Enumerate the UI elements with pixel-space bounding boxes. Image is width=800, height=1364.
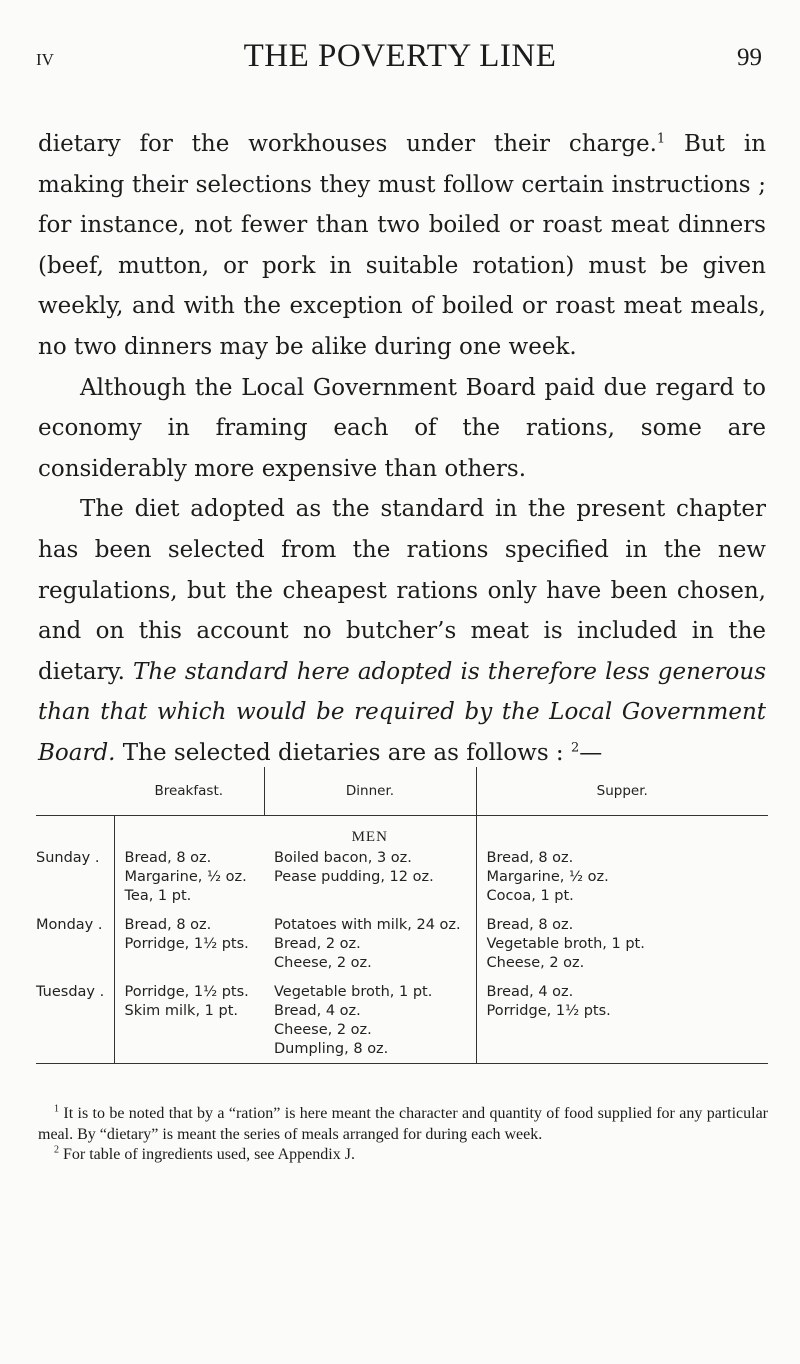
supper-cell: Bread, 8 oz. Vegetable broth, 1 pt. Cheese, 2 oz. — [476, 916, 768, 983]
footnote-ref-1: 1 — [656, 131, 666, 147]
italic-statement: The standard here adopted is therefore less generous than that which would be required by the Local Government Board. — [38, 658, 767, 766]
paragraph-1-text-cont: But in making their selections they must follow certain instructions ; for instance, not fewer than two boiled or roast meat dinners (beef, mutton, or pork in suitable rotation) must be given weekly, and with the exception of boiled or roast meat meals, no two dinners may be alike during one week. — [38, 131, 767, 360]
column-header-dinner: Dinner. — [264, 767, 476, 816]
day-cell: Monday . — [36, 917, 103, 933]
footnote-ref-2: 2 — [571, 740, 580, 756]
paragraph-2-text: Although the Local Government Board paid due regard to economy in framing each of the rations, some are considerably more expensive than others. — [38, 374, 766, 482]
breakfast-cell: Porridge, 1½ pts. Skim milk, 1 pt. — [114, 983, 264, 1064]
breakfast-cell: Bread, 8 oz. Margarine, ½ oz. Tea, 1 pt. — [114, 849, 264, 916]
group-label-men: MEN — [351, 829, 388, 845]
breakfast-cell: Bread, 8 oz. Porridge, 1½ pts. — [114, 916, 264, 983]
day-column-header — [36, 767, 114, 816]
footnote-2-text: For table of ingredients used, see Appendix J. — [59, 1146, 355, 1163]
dinner-cell: Potatoes with milk, 24 oz. Bread, 2 oz. Cheese, 2 oz. — [274, 917, 461, 971]
footnote-mark-2: 2 — [54, 1144, 59, 1156]
table-row — [36, 983, 768, 1064]
paragraph-3-tail: The selected dietaries are as follows : — [115, 739, 564, 766]
running-title: THE POVERTY LINE — [243, 38, 557, 74]
day-cell: Tuesday . — [36, 983, 114, 1064]
day-cell: Sunday . — [36, 850, 100, 866]
body-text — [38, 124, 766, 774]
em-dash: — — [579, 739, 603, 766]
column-header-breakfast: Breakfast. — [114, 767, 264, 816]
paragraph-1 — [38, 124, 766, 368]
page-number: 99 — [737, 44, 762, 71]
chapter-number: IV — [36, 50, 54, 69]
paragraph-3 — [38, 489, 766, 773]
running-header — [0, 38, 800, 82]
paragraph-1-text: dietary for the workhouses under their charge. — [38, 131, 657, 157]
dinner-cell: Boiled bacon, 3 oz. Pease pudding, 12 oz. — [274, 850, 434, 885]
supper-cell: Bread, 4 oz. Porridge, 1½ pts. — [476, 983, 768, 1064]
table-row — [36, 916, 768, 983]
table-row — [36, 849, 768, 916]
footnote-mark-1: 1 — [54, 1103, 59, 1115]
dietary-table — [36, 767, 768, 1064]
paragraph-2 — [38, 368, 766, 490]
footnote-1 — [38, 1104, 768, 1145]
column-header-supper: Supper. — [476, 767, 768, 816]
dinner-cell: Vegetable broth, 1 pt. Bread, 4 oz. Cheese, 2 oz. Dumpling, 8 oz. — [264, 983, 476, 1064]
footnotes — [38, 1104, 768, 1166]
footnote-2 — [38, 1145, 768, 1166]
supper-cell: Bread, 8 oz. Margarine, ½ oz. Cocoa, 1 pt. — [476, 849, 768, 916]
paragraph-3-text: The diet adopted as the standard in the present chapter has been selected from the rations specified in the new regulations, but the cheapest rations only have been chosen, and on this account no butcher’s meat is included in the dietary. — [38, 496, 766, 685]
footnote-1-text: It is to be noted that by a “ration” is here meant the character and quantity of food supplied for any particular meal. By “dietary” is meant the series of meals arranged for during each week. — [38, 1105, 768, 1143]
